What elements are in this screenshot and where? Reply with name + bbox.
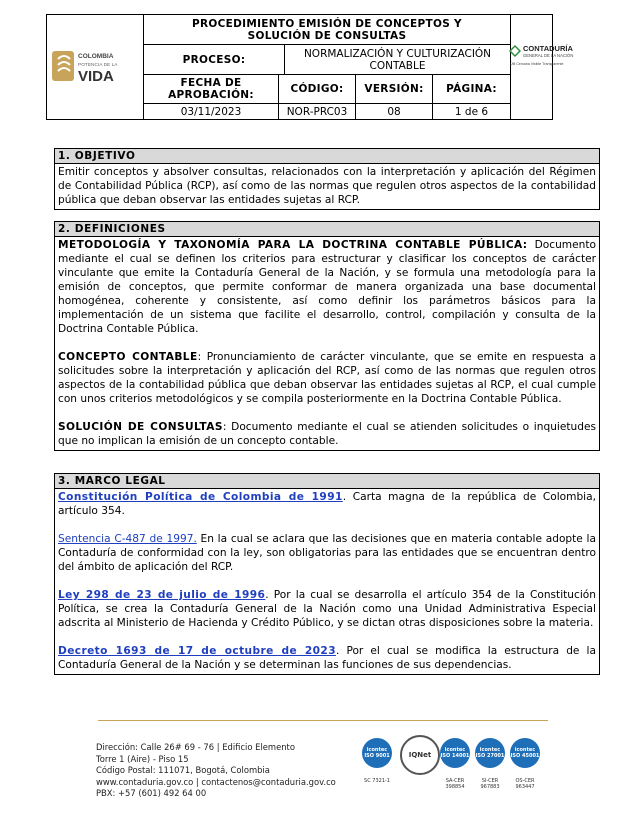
- pagina-label: PÁGINA:: [446, 83, 497, 95]
- footer-line: PBX: +57 (601) 492 64 00: [96, 788, 207, 798]
- constitucion-link[interactable]: Constitución Política de Colombia de 1991: [58, 491, 343, 503]
- svg-text:CONTADURÍA: CONTADURÍA: [523, 44, 573, 53]
- codigo-label: CÓDIGO:: [290, 83, 344, 95]
- fecha-label: FECHA DE APROBACIÓN:: [168, 77, 254, 101]
- footer-line: Torre 1 (Aire) - Piso 15: [96, 753, 189, 764]
- sentencia-link[interactable]: Sentencia C-487 de 1997.: [58, 533, 197, 545]
- cert-caption: SC 7321-1: [364, 778, 390, 784]
- contaduria-general-logo: [509, 41, 593, 71]
- footer-line: Dirección: Calle 26# 69 - 76 | Edificio Elemento: [96, 742, 295, 752]
- document-header: [46, 14, 574, 120]
- footer-line[interactable]: www.contaduria.gov.co | contactenos@contaduria.gov.co: [96, 776, 336, 787]
- svg-text:COLOMBIA: COLOMBIA: [78, 53, 114, 60]
- svg-text:Útil Cercana Visible Transpare: Útil Cercana Visible Transparente: [510, 62, 564, 66]
- legal-text: En la cual se aclara que las decisiones que en materia contable adopte la Contaduría de conformidad con la ley, son obligatorias para las entidades que se encuentran dentro del ámbito de aplicación del RCP.: [58, 533, 596, 573]
- decreto-1693-link[interactable]: Decreto 1693 de 17 de octubre de 2023: [58, 645, 336, 657]
- icontec-iso45001-badge-icon: icontec ISO 45001: [510, 738, 540, 768]
- cert-caption: SA-CER 398854: [445, 778, 465, 790]
- definition-item: [58, 420, 596, 448]
- section-marco-legal: [54, 473, 600, 675]
- footer-line: Código Postal: 111071, Bogotá, Colombia: [96, 765, 270, 775]
- colombia-logo: [47, 15, 143, 119]
- icontec-iso9001-badge-icon: icontec ISO 9001: [362, 738, 392, 768]
- legal-item: [58, 490, 596, 518]
- version-value: 08: [387, 105, 401, 118]
- codigo-value: NOR-PRC03: [286, 105, 348, 118]
- section-title: 1. OBJETIVO: [55, 149, 599, 164]
- definition-text: : Pronunciamiento de carácter vinculante, que se emite en respuesta a solicitudes sobre la interpretación y aplicación del RCP, así como de las normas que regulen otros aspectos de la contabilidad pública que deban observar las entidades sujetas al RCP, el cual cumple con unos criterios metodológicos y se compila posteriormente en la Doctrina Contable Pública.: [58, 351, 596, 405]
- definition-term: METODOLOGÍA Y TAXONOMÍA PARA LA DOCTRINA CONTABLE PÚBLICA:: [58, 239, 528, 251]
- fecha-value: 03/11/2023: [180, 105, 242, 118]
- footer-divider: [98, 720, 548, 721]
- definition-term: SOLUCIÓN DE CONSULTAS: [58, 421, 223, 433]
- svg-text:GENERAL DE LA NACIÓN: GENERAL DE LA NACIÓN: [523, 53, 574, 58]
- footer-address: [96, 742, 336, 800]
- definition-item: [58, 350, 596, 406]
- definition-text: Documento mediante el cual se definen los criterios para estructurar y clasificar los conceptos de carácter vinculante que emite la Contaduría General de la Nación, y se formula una metodología para la emisión de conceptos, que permite conformar de manera organizada una base documental homogénea, coherente y consistente, así como definir los parámetros básicos para la implementación de un sistema que facilite el desarrollo, control, compilación y consulta de la Doctrina Contable Pública.: [58, 239, 596, 335]
- definition-item: [58, 238, 596, 336]
- cert-caption: SI-CER 967883: [480, 778, 500, 790]
- ley-298-link[interactable]: Ley 298 de 23 de julio de 1996: [58, 589, 266, 601]
- pagina-value: 1 de 6: [454, 105, 489, 118]
- legal-text: . Por la cual se desarrolla el artículo 354 de la Constitución Política, se crea la Contaduría General de la Nación como una Unidad Administrativa Especial adscrita al Ministerio de Hacienda y Crédito Público, y se dictan otras disposiciones sobre la materia.: [58, 589, 596, 629]
- icontec-iso27001-badge-icon: icontec ISO 27001: [475, 738, 505, 768]
- legal-item: [58, 644, 596, 672]
- iqnet-badge-icon: IQNet: [400, 735, 440, 775]
- section-title: 3. MARCO LEGAL: [55, 474, 599, 489]
- icontec-iso14001-badge-icon: icontec ISO 14001: [440, 738, 470, 768]
- legal-item: [58, 588, 596, 630]
- definition-term: CONCEPTO CONTABLE: [58, 351, 198, 363]
- proceso-label: PROCESO:: [182, 53, 246, 66]
- svg-text:VIDA: VIDA: [78, 68, 114, 85]
- section-objetivo: [54, 148, 600, 210]
- section-definiciones: [54, 221, 600, 451]
- objetivo-text: Emitir conceptos y absolver consultas, relacionados con la interpretación y aplicación del Régimen de Contabilidad Pública (RCP), así como de las normas que regulen otros aspectos de la contabilidad pública que deban observar las entidades sujetas al RCP.: [58, 166, 596, 206]
- colombia-potencia-vida-logo: [50, 47, 140, 87]
- definition-text: : Documento mediante el cual se atienden solicitudes o inquietudes que no implican la emisión de un concepto contable.: [58, 421, 596, 447]
- proceso-value: NORMALIZACIÓN Y CULTURIZACIÓN CONTABLE: [303, 47, 492, 72]
- contaduria-logo: [510, 15, 574, 119]
- cert-caption: OS-CER 963447: [515, 778, 535, 790]
- version-label: VERSIÓN:: [364, 83, 424, 95]
- svg-text:POTENCIA DE LA: POTENCIA DE LA: [78, 63, 118, 68]
- legal-text: . Por el cual se modifica la estructura de la Contaduría General de la Nación y se determinan las funciones de sus dependencias.: [58, 645, 596, 671]
- section-title: 2. DEFINICIONES: [55, 222, 599, 237]
- document-title: PROCEDIMIENTO EMISIÓN DE CONCEPTOS Y SOLUCIÓN DE CONSULTAS: [192, 17, 462, 42]
- legal-text: . Carta magna de la república de Colombia, artículo 354.: [58, 491, 596, 517]
- legal-item: [58, 532, 596, 574]
